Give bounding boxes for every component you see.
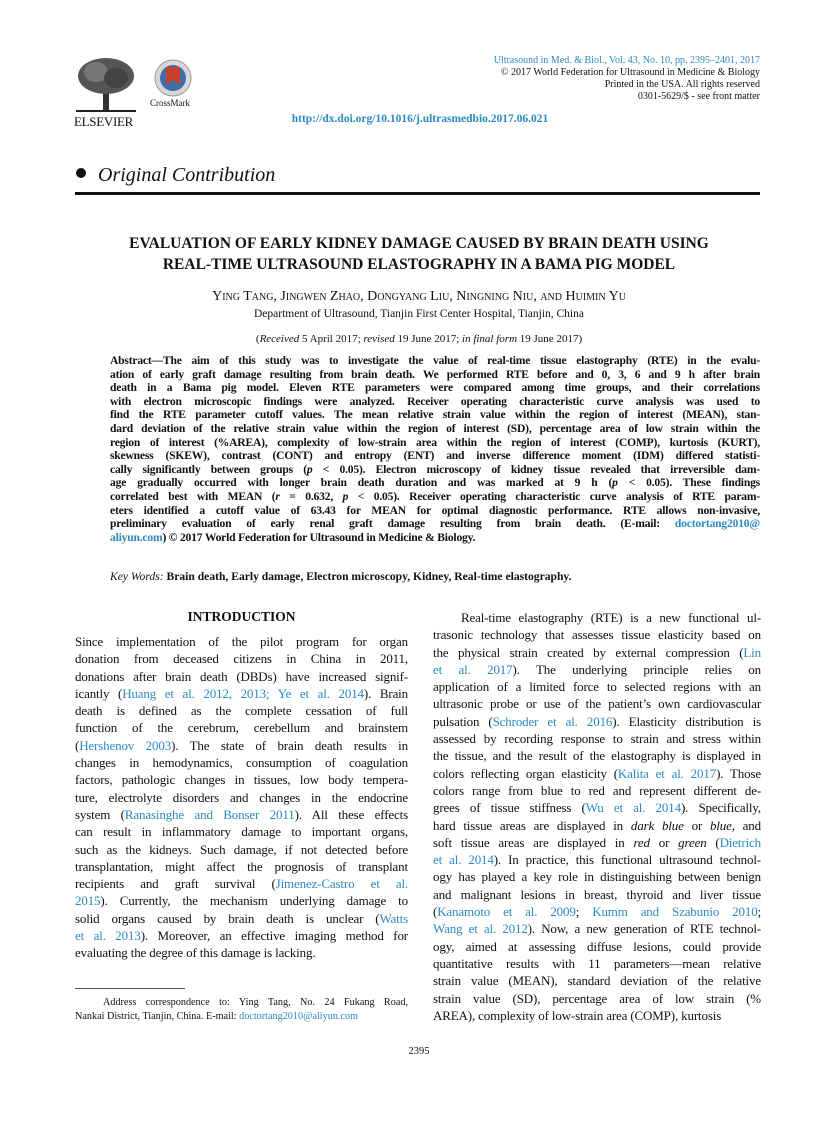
text-run: ture, electrolyte disorders and changes in the endocrine [75, 789, 408, 805]
text-run: and malignant lesions in breast, thyroid and liver tissue [433, 886, 761, 902]
citation-link[interactable]: Kalita et al. 2017 [617, 765, 717, 781]
final-label: in final form [462, 333, 518, 345]
citation-link[interactable]: et al. 2017 [433, 661, 513, 677]
citation-link[interactable]: Wang et al. 2012 [433, 921, 528, 937]
footnote-rule [75, 988, 185, 989]
text-line [75, 858, 408, 875]
text-run: assessed by recording response to strain and stress within [433, 731, 761, 747]
text-run: strain value (SD), percentage area of low strain (% [433, 990, 761, 1006]
text-line [110, 381, 760, 395]
text-run: donation from deceased citizens in China in 2011, [75, 651, 408, 667]
text-run: ; [575, 904, 593, 920]
abstract [110, 354, 760, 544]
text-line [433, 713, 761, 730]
citation-link[interactable]: Hershenov 2003 [79, 737, 172, 753]
text-run: ogy has played a key role in distinguishing between benign [433, 869, 761, 885]
italic-text: blue [709, 817, 732, 833]
received-date: 5 April 2017; [299, 333, 364, 345]
text-run: application of a limited force to selected regions with an [433, 679, 761, 695]
text-line [75, 823, 408, 840]
italic-text: red [633, 834, 650, 850]
text-line [110, 490, 760, 504]
text-run: find the RTE parameter cutoff values. The mean relative strain value within the region of interest (MEAN), stan- [110, 408, 760, 422]
text-line [110, 408, 760, 422]
text-run: or [683, 817, 710, 833]
section-rule [75, 192, 760, 195]
italic-text: dark blue [630, 817, 684, 833]
text-run: ). Elasticity distribution is [612, 713, 761, 729]
italic-text: p [306, 462, 313, 476]
text-line [110, 368, 760, 382]
text-run: hard tissue areas are displayed in [433, 817, 631, 833]
journal-citation[interactable]: Ultrasound in Med. & Biol., Vol. 43, No. 10, pp. 2395–2401, 2017 [493, 55, 760, 66]
text-line [75, 650, 408, 667]
text-line [75, 910, 408, 927]
text-run: ultrasonic probe or use of the patient’s own cardiovascular [433, 696, 761, 712]
text-run: recipients and graft survival ( [75, 876, 276, 892]
text-run: ; [757, 904, 762, 920]
text-run: skewness (SKEW), contrast (CONT) and entropy (ENT) and inverse difference moment (IDM) differed statisti- [110, 449, 760, 463]
text-line [433, 626, 761, 643]
text-run: , and [731, 817, 761, 833]
text-line [75, 702, 408, 719]
text-run: region of interest (%AREA), complexity of low-strain area within the region of interest (COMP), kurtosis (KURT), [110, 435, 760, 449]
text-run: factors, pathologic changes in tissues, low body tempera- [75, 772, 408, 788]
issn-line: 0301-5629/$ - see front matter [637, 91, 760, 102]
copyright-line: © 2017 World Federation for Ultrasound in Medicine & Biology [500, 67, 760, 78]
citation-link[interactable]: et al. 2014 [433, 852, 494, 868]
introduction-heading: INTRODUCTION [187, 609, 296, 624]
text-line [433, 765, 761, 782]
text-run: Address correspondence to: Ying Tang, No. 24 Fukang Road, [103, 997, 408, 1008]
text-run: function of the cerebrum, cerebellum and brainstem [75, 720, 408, 736]
text-run: ). The underlying principle relies on [512, 661, 761, 677]
text-run: grees of tissue stiffness ( [433, 800, 586, 816]
text-run: changes in hemodynamics, consumption of coagulation [75, 755, 408, 771]
text-line [75, 719, 408, 736]
received-dates [0, 333, 838, 345]
text-line [110, 395, 760, 409]
citation-link[interactable]: Huang et al. 2012, 2013; Ye et al. 2014 [122, 685, 364, 701]
right-column-text [433, 609, 761, 1024]
text-run: ( [706, 834, 720, 850]
page-number: 2395 [408, 1046, 430, 1057]
text-line [110, 449, 760, 463]
text-run: system ( [75, 806, 125, 822]
text-run: the physical strain created by external compression ( [433, 644, 744, 660]
text-line [433, 661, 761, 678]
text-run: Since implementation of the pilot program for organ [75, 634, 408, 649]
received-label: Received [259, 333, 300, 345]
paper-title [60, 233, 778, 275]
keywords [110, 570, 572, 583]
text-run: ) © 2017 World Federation for Ultrasound in Medicine & Biology. [162, 530, 476, 544]
text-line [75, 927, 408, 944]
text-line [75, 875, 408, 892]
text-run: ). Currently, the mechanism underlying damage to [100, 893, 408, 909]
text-run: donations after brain death (DBDs) have increased signif- [75, 668, 408, 684]
citation-link[interactable]: Schroder et al. 2016 [492, 713, 613, 729]
text-line [433, 851, 761, 868]
text-run: or [649, 834, 679, 850]
bullet-icon [76, 168, 86, 178]
text-line [75, 841, 408, 858]
text-line [433, 695, 761, 712]
text-run: death is defined as the complete cessation of full [75, 703, 408, 719]
text-line [433, 834, 761, 851]
text-run: preliminary evaluation of early renal graft damage resulting from brain death. (E-mail: [110, 517, 675, 531]
text-run: the tissue, and the result of the elastography is displayed in [433, 748, 761, 764]
text-line [75, 668, 408, 685]
citation-link[interactable]: Kanamoto et al. 2009 [437, 904, 576, 920]
citation-link[interactable]: Kumm and Szabunio 2010 [592, 904, 758, 920]
text-run: transplantation, might affect the prognosis of transplant [75, 858, 408, 874]
text-line [110, 422, 760, 436]
text-line [75, 806, 408, 823]
text-run: eters identified a cutoff value of 63.43 for MEAN for optimal diagnostic performance. RTE allows non-invasive, [110, 503, 760, 517]
section-tag [76, 164, 275, 187]
title-line: REAL-TIME ULTRASOUND ELASTOGRAPHY IN A BAMA PIG MODEL [162, 256, 676, 273]
text-run: ). Specifically, [680, 800, 762, 816]
citation-link[interactable]: et al. 2013 [75, 928, 141, 944]
text-run: = 0.632, [279, 489, 343, 503]
citation-link[interactable]: 2015 [75, 893, 101, 909]
text-line [75, 685, 408, 702]
italic-text: p [342, 489, 349, 503]
crossmark-icon[interactable] [153, 58, 193, 98]
text-run: can result in inflammatory damage to important organs, [75, 824, 408, 840]
text-run: correlated best with MEAN ( [110, 489, 276, 503]
correspondence-footnote [75, 996, 408, 1023]
text-run: < 0.05). Receiver operating characteristic curve analysis of RTE param- [348, 489, 760, 503]
text-run: with electron microscopic findings were analyzed. Receiver operating characteristic curve analysis was used to [110, 394, 760, 408]
text-run: death in a Bama pig model. Eleven RTE parameters were compared among time groups, and their correlations [110, 381, 760, 395]
citation-link[interactable]: aliyun.com [110, 530, 163, 544]
paren: ( [255, 333, 260, 345]
text-line [433, 972, 761, 989]
doi-link[interactable]: http://dx.doi.org/10.1016/j.ultrasmedbio.2017.06.021 [291, 113, 549, 125]
elsevier-wordmark: ELSEVIER [74, 114, 133, 129]
italic-text: r [275, 489, 280, 503]
text-run: evaluating the degree of this damage is lacking. [75, 945, 316, 961]
text-line [75, 789, 408, 806]
text-line [433, 747, 761, 764]
text-run: ). All these effects [294, 806, 409, 822]
keywords-text: Brain death, Early damage, Electron microscopy, Kidney, Real-time elastography. [163, 570, 572, 583]
text-line [75, 996, 408, 1010]
title-line: EVALUATION OF EARLY KIDNEY DAMAGE CAUSED BY BRAIN DEATH USING [129, 235, 709, 252]
keywords-label: Key Words: [110, 570, 164, 583]
text-run: ( [75, 737, 80, 753]
citation-link[interactable]: Dietrich [719, 834, 762, 850]
journal-info [494, 55, 760, 103]
elsevier-tree-logo [74, 56, 138, 114]
text-line [433, 730, 761, 747]
italic-text: green [678, 834, 707, 850]
text-run: solid organs caused by brain death is unclear ( [75, 910, 380, 926]
text-run: colors reflecting organ elasticity ( [433, 765, 618, 781]
text-run: ). Those [716, 765, 762, 781]
text-run: dard deviation of the relative strain value within the region of interest (SD), percentage area of low strain within the [110, 421, 760, 435]
text-line [433, 644, 761, 661]
citation-link[interactable]: Lin [743, 644, 761, 660]
text-run: icantly ( [75, 685, 123, 701]
text-run: quantitative results with 11 parameters—mean relative [433, 955, 761, 971]
text-run: Abstract—The aim of this study was to investigate the value of real-time tissue elastography (RTE) in the evalu- [110, 354, 760, 367]
text-line [433, 817, 761, 834]
text-line [110, 476, 760, 490]
text-run: ). Now, a new generation of RTE technol- [527, 921, 761, 937]
text-line [433, 938, 761, 955]
text-run: ). In practice, this functional ultrasound technol- [493, 852, 761, 868]
text-line [433, 886, 761, 903]
text-line [110, 354, 760, 368]
section-tag-label: Original Contribution [98, 164, 276, 186]
text-run: age gradually occurred with longer brain death duration and was marked at 9 h ( [110, 476, 613, 490]
text-run: pulsation ( [433, 713, 493, 729]
text-run: ). Brain [363, 685, 408, 701]
text-run: trasonic technology that assesses tissue elasticity based on [433, 627, 761, 643]
citation-link[interactable]: doctortang2010@aliyun.com [239, 1010, 358, 1022]
text-line [75, 771, 408, 788]
text-line [75, 892, 408, 909]
revised-label: revised [363, 333, 395, 345]
text-line [433, 955, 761, 972]
text-line [433, 782, 761, 799]
revised-date: 19 June 2017; [394, 333, 463, 345]
text-run: ). Moreover, an effective imaging method for [140, 928, 408, 944]
text-line [75, 737, 408, 754]
text-run: AREA), complexity of low-strain area (COMP), kurtosis [433, 1007, 722, 1023]
text-line [75, 1010, 408, 1024]
citation-link[interactable]: Wu et al. 2014 [585, 800, 681, 816]
text-run: ogy, aimed at assessing diffuse lesions, could provide [433, 938, 761, 954]
text-run: ( [433, 904, 438, 920]
text-run: colors range from blue to red and represent different de- [433, 782, 761, 798]
text-run: cally significantly between groups ( [110, 462, 307, 476]
final-date: 19 June 2017) [517, 333, 583, 345]
text-line [75, 633, 408, 650]
citation-link[interactable]: doctortang2010@ [674, 517, 760, 531]
text-line [75, 754, 408, 771]
text-line [433, 1007, 761, 1024]
text-line [433, 868, 761, 885]
text-run: < 0.05). Electron microscopy of kidney tissue revealed that irreversible dam- [312, 462, 761, 476]
text-run: Real-time elastography (RTE) is a new functional ul- [461, 610, 761, 625]
text-run: ). The state of brain death results in [171, 737, 408, 753]
text-line [433, 609, 761, 626]
text-line [433, 920, 761, 937]
text-line [75, 944, 408, 961]
text-run: Nankai District, Tianjin, China. E-mail: [75, 1010, 240, 1022]
authors: Ying Tang, Jingwen Zhao, Dongyang Liu, Ningning Niu, and Huimin Yu [212, 289, 626, 304]
italic-text: p [612, 476, 618, 490]
text-line [433, 678, 761, 695]
text-line [433, 799, 761, 816]
text-run: < 0.05). These findings [617, 476, 760, 490]
text-line [433, 903, 761, 920]
left-column-text [75, 633, 408, 962]
text-line [110, 517, 760, 531]
citation-link[interactable]: Watts [379, 910, 408, 926]
text-run: such as the kidneys. Such damage, if not detected before [75, 841, 408, 857]
citation-link[interactable]: Ranasinghe and Bonser 2011 [124, 806, 295, 822]
text-line [110, 504, 760, 518]
text-line [110, 436, 760, 450]
text-line [433, 990, 761, 1007]
text-run: ation of early graft damage resulting from brain death. We performed RTE before and 0, 3, 6 and 9 h after brain [110, 367, 760, 381]
text-run: soft tissue areas are displayed in [433, 834, 634, 850]
text-line [110, 463, 760, 477]
text-run: strain value (MEAN), standard deviation of the relative [433, 973, 761, 989]
affiliation: Department of Ultrasound, Tianjin First Center Hospital, Tianjin, China [254, 308, 584, 320]
citation-link[interactable]: Jimenez-Castro et al. [275, 876, 409, 892]
rights-line: Printed in the USA. All rights reserved [604, 79, 760, 90]
crossmark-label: CrossMark [150, 98, 190, 108]
text-line [110, 531, 760, 545]
